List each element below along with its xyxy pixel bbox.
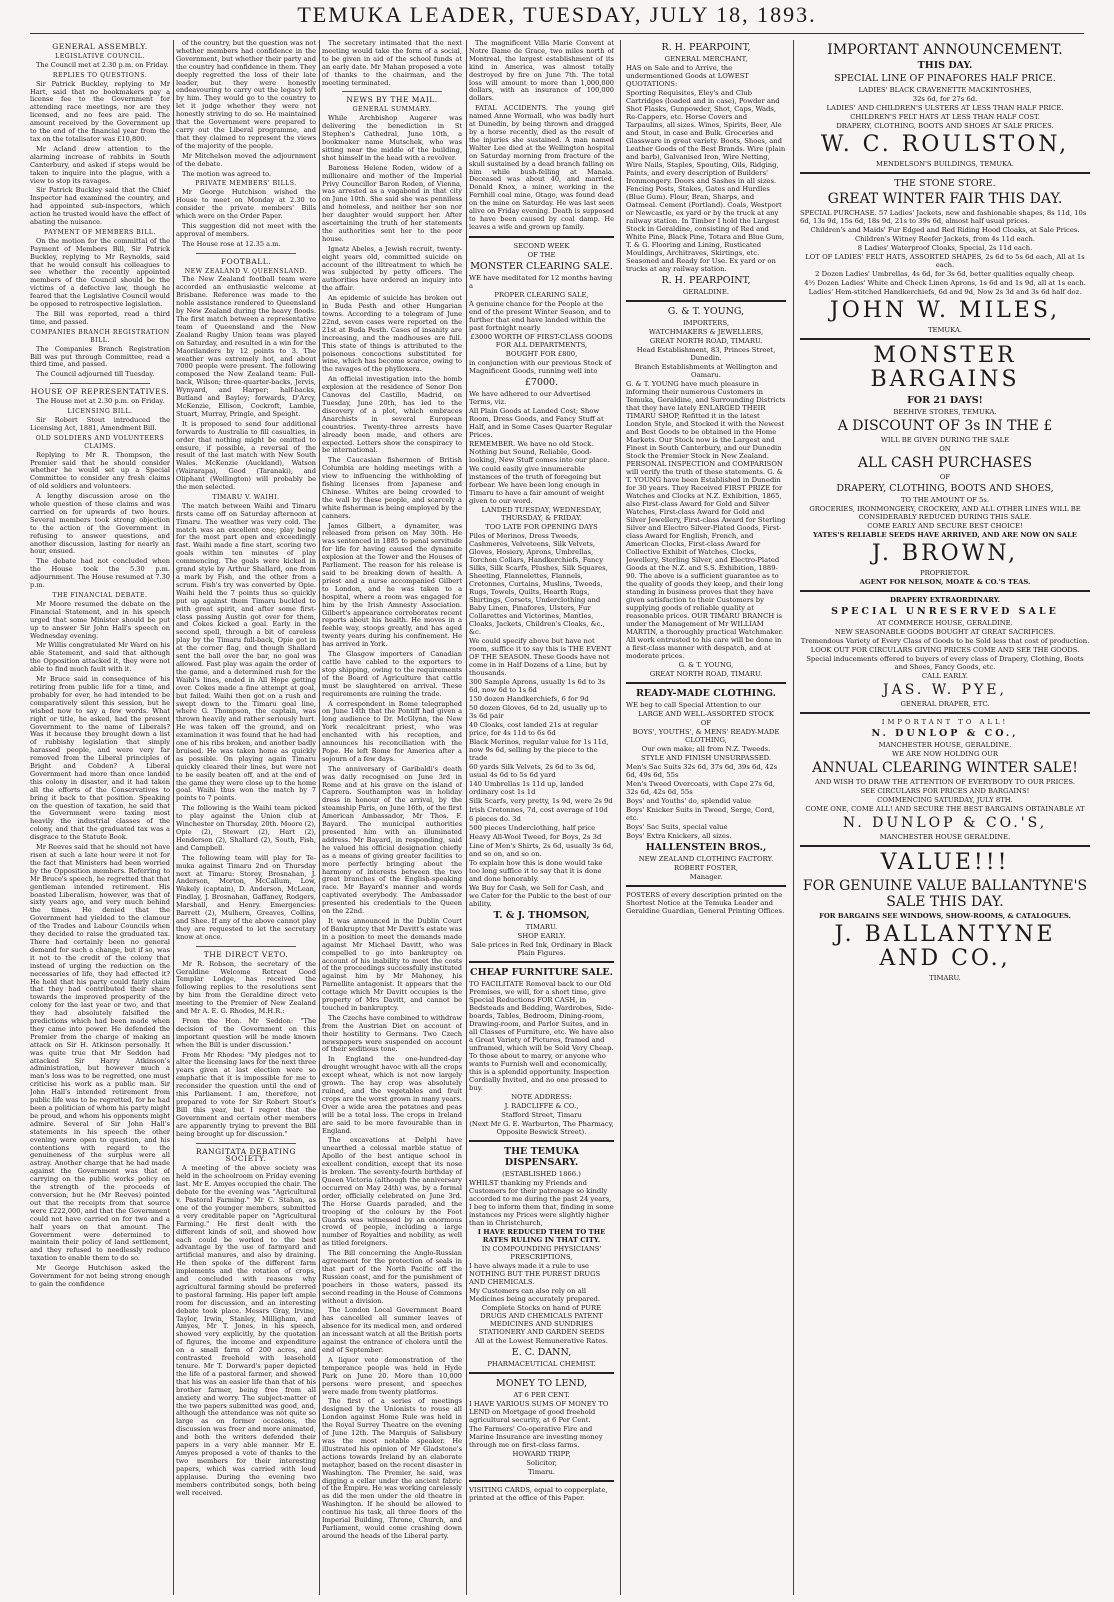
divider xyxy=(50,383,150,384)
article-paragraph: The match between Waihi and Timaru firsts came off on Saturday afternoon at Timaru. The weather was very cold. The match was an excellent one; play being for the most part open and exceedingly fast. Waihi made a fine start, scoring two goals within ten minutes of play commencing. The goals were kicked in grand style by Arthur Shallard, one from a mark by Fish, and the other from a scrum. Fish's try was converted by Opie. Waihi held the 7 points thus so quickly put up against them Timaru buckled to with great spirit, and after some first-class passing Austin got over for them, and Cokes kicked a goal. Early in the second spell, through a bit of careless play by the Timaru full-back, Opie got in at the corner flag, and though Shallard sent the ball over the bar, no goal was allowed. Fast play was again the order of the game, and a determined rush for the Waihi's lines, ended in All Hope getting over. Cokes made a fine attempt at goal, but failed. Waihi then got on a rush and swept down to the Timaru goal line, where G. Thompson, the captain, was thrown heavily and rather seriously hurt. He was taken off the ground, and on examination it was found that he had had one of his ribs broken, and another badly bruised. He was taken home as quickly as possible. On playing again Timaru quickly cleared their lines, but were not to be easily beaten off, and at the end of the game they were close up to the home goal. Waihi thus won the match by 7 points to 7 points. xyxy=(176,501,316,803)
divider xyxy=(196,946,296,947)
ad-text: STYLE AND FINISH UNSURPASSED. xyxy=(640,754,772,762)
article-paragraph: From the Hon. Mr Seddon: "The decision of the Government on this important question will be made known when the Bill is under discussion." xyxy=(176,1016,316,1049)
ad-text: I have always made it a rule to use NOTHING BUT THE PUREST DRUGS AND CHEMICALS. xyxy=(469,1261,601,1286)
ad-text: 300 Sample Aprons, usually 1s 6d to 3s 6d, now 6d to 1s 6d xyxy=(469,677,606,694)
ad-text: I HAVE VARIOUS SUMS OF MONEY TO LEND on Mortgage of good freehold agricultural security, at 6 Per Cent. xyxy=(469,1399,609,1424)
ad-signature: W. C. ROULSTON, xyxy=(820,132,1070,157)
ad-text: Irish Cretonnes, 7d, cost average of 10d xyxy=(469,805,608,814)
article-paragraph: Mr Reeves said that he should not have risen at such a late hour were it not for the fact that Ministers had been worried by the Opposition members. Referring to Mr Bruce's speech, he regretted that that gentleman intended retirement. His boasted Liberalism, however, was that of sixty years ago, and very much behind the times. He denied that the Government had yielded to the clamour of the Trades and Labour Councils when they decided to raise the graduated tax. There had certainly been no general demand for such a change, but if so, was it not to the credit of the colony that instead of urging the reduction on the necessaries of life, they had effected it? He held that his party could fairly claim that they had contributed their share towards the improved prosperity of the colony for the last year or two, and that they had absolutely falsified the predictions which had been made when they came into power. He defended the Premier from the charge of making an attack on Sir H. Atkinson personally. It was quite true that Mr Seddon had attacked Sir Harry Atkinson's administration, but however much a man's loss was to be regretted, one must criticise his work as a public man. Sir John Hall's intended retirement from public life was to be regretted, for he had been a politician of whom his party might be proud, and whom his opponents might admire. Several of Sir John Hall's statements in his speech the other evening were open to question, and his contentions with regard to the genuineness of the surplus were all astray. Another charge that he had made against the Government was that of carrying on the public works policy on the strength of the proceeds of conversion, but he (Mr Reeves) pointed out that the receipts from that source were £222,000, and that the Government could not have carried on for two and a half years on that amount. The Government were determined to maintain their policy of land settlement, and they refused to needlessly reduce taxation to enable them to do so. xyxy=(30,843,170,1263)
ad-text: in conjunction with our previous Stock of Magnificent Goods, running well into xyxy=(469,358,612,375)
ad-text: OF xyxy=(939,473,951,481)
subheading: COMPANIES BRANCH REGISTRATION BILL. xyxy=(30,328,170,344)
ad-text: Complete Stocks on hand of PURE DRUGS AND CHEMICALS PATENT MEDICINES AND SUNDRIES STATIONERY AND GARDEN SEEDS xyxy=(478,1303,605,1336)
ad-text: HAS on Sale and to Arrive, the undermentioned Goods at LOWEST QUOTATIONS: xyxy=(626,64,749,88)
ad-text: SHOP EARLY. xyxy=(517,931,566,940)
ad-text: WE have meditated for 12 months having a xyxy=(469,273,613,290)
dispensary-advert xyxy=(469,1146,614,1368)
ad-signature: E. C. DANN, xyxy=(511,1346,572,1358)
visiting-cards-advert xyxy=(469,1486,614,1502)
ad-headline: DRAPERY, CLOTHING, BOOTS AND SHOES, xyxy=(836,483,1054,494)
ad-text: Black Merinos, regular value for 1s 11d, now 9s 6d, selling by the piece to the trade xyxy=(469,737,609,762)
ad-headline: SPECIAL UNRESERVED SALE xyxy=(831,606,1059,617)
ad-text: 60 yards Silk Velvets, 2s 6d to 3s 6d, usual 4s 6d to 5s 6d yard xyxy=(469,762,596,779)
ad-headline: THE STONE STORE. xyxy=(894,178,996,189)
divider xyxy=(196,253,296,254)
ad-text: 150 dozen Handkerchiefs, 6 for 9d xyxy=(469,694,589,703)
article-paragraph: In England the one-hundred-day drought wrought havoc with all the crops except wheat, which is not now largely grown. The hay crop was absolutely ruined, and the vegetables and fruit crops are the worst grown in many years. Over a wide area the potatoes and peas will be a total loss. The crops in Ireland are said to be more favourable than in England. xyxy=(322,1055,462,1135)
ad-text: CHILDREN'S FELT HATS AT LESS THAN HALF COST. xyxy=(850,113,1040,121)
ad-headline: G. & T. YOUNG, xyxy=(667,306,745,317)
newspaper-title: TEMUKA LEADER, TUESDAY, JULY 18, 1893. xyxy=(297,2,817,27)
ad-text: All Plain Goods at Landed Cost; Show Room, Dress Goods, and Fancy Stuff at Half, and in Some Cases Quarter Regular Prices. xyxy=(469,406,612,439)
ad-text: We could specify above but have not room, suffice it to say this is THE EVENT OF THE SEASON. These Goods have not come in in Half Dozens of a Line, but by thousands. xyxy=(469,636,612,677)
ad-text: COME EARLY AND SECURE BEST CHOICE! xyxy=(867,522,1023,530)
article-paragraph: The magnificent Villa Marie Convent at Notre Dame de Grace, two miles north of Montreal, the largest establishment of its kind in America, was almost totally destroyed by fire on June 7th. The total loss will amount to more than 1,000,000 dollars, with an insurance of 100,000 dollars. xyxy=(469,40,614,103)
ad-text: 8 Ladies' Waterproof Cloaks, Special, 2s 11d each. xyxy=(857,244,1033,252)
article-paragraph: Replying to Mr R. Thompson, the Premier said that he should consider whether he would set up a Special Committee to consider any fresh claims of old soldiers and volunteers. xyxy=(30,450,170,491)
ad-text: 140 Umbrellas 1s 11d up, landed ordinary cost 1s 1d xyxy=(469,779,584,796)
article-paragraph: Sir Patrick Buckley said that the Chief Inspector had examined the country, and had appointed sub-inspectors, which action he trusted would have the effect of abating the nuisance. xyxy=(30,186,170,227)
divider xyxy=(469,1140,614,1142)
article-paragraph: Mr R. Robson, the secretary of the Geraldine Welcome Retreat Good Templar Lodge, has received the following replies to the resolutions sent by him from the Geraldine direct veto meeting to the Premier of New Zealand and Mr A. E. G. Rhodes, M.H.R.: xyxy=(176,959,316,1016)
ad-headline: ALL CASH PURCHASES xyxy=(857,455,1033,471)
ad-text: TEMUKA. xyxy=(927,326,963,334)
divider xyxy=(800,845,1090,847)
ad-text: NEW ZEALAND CLOTHING FACTORY. xyxy=(638,855,774,863)
ad-text: LADIES' AND CHILDREN'S ULSTERS AT LESS THAN HALF PRICE. xyxy=(826,104,1064,112)
dunlop-advert xyxy=(800,718,1090,841)
article-paragraph: This suggestion did not meet with the approval of members. xyxy=(176,221,316,238)
ad-text: LANDED TUESDAY, WEDNESDAY, THURSDAY, & FRIDAY. xyxy=(481,505,602,522)
ad-text: TO THE AMOUNT OF 5s. xyxy=(900,496,990,504)
ad-price-line: Men's Sac Suits 32s 6d, 37s 6d, 39s 6d, 42s 6d, 49s 6d, 55s xyxy=(626,763,778,779)
article-paragraph: of the country, but the question was not whether members had confidence in the Government, but whether their party and the country had confidence in them. They deeply regretted the loss of their late leader, but they were honestly endeavouring to carry out the legacy left by him. They would go to the country to let it judge whether they were not honestly striving to do so. He maintained that the Government were prepared to carry out the Liberal programme, and that they claimed to represent the views of the majority of the people. xyxy=(176,40,316,150)
ad-text: Piles of Merinos, Dress Tweeds, Cashmeres, Velveteens, Silk Velvets, Gloves, Hosiery, Aprons, Umbrellas, Torchon Collars, Handkerchiefs, Fancy Silks, Silk Scarfs, Plushes, Silk Squares, Sheeting, Flannelettes, Flannels, Cretonnes, Curtains, Muslins, Tweeds, Rugs, Towels, Quilts, Hearth Rugs, Shirtings, Corsets, Underclothing and Baby Linen, Pinafores, Ulsters, Fur Collarettes and Victorines, Mantles, Cloaks, Jackets, Children's Cloaks, &c., &c. xyxy=(469,531,608,636)
ad-text: REMEMBER. We have no old Stock. Nothing but Sound, Reliable, Good-looking, New Stuff comes into our place. xyxy=(469,439,610,464)
ad-headline: £7000. xyxy=(524,376,559,388)
ad-text: Solicitor, xyxy=(526,1458,557,1467)
ad-signature: J. BROWN, xyxy=(871,541,1019,566)
ad-text: IMPORTERS, xyxy=(683,319,729,327)
ad-text: Sale prices in Red Ink, Ordinary in Black Plain Figures. xyxy=(470,940,613,957)
ad-text: 2 Dozen Ladies' Umbrellas, 4s 6d, for 3s 6d, better qualities equally cheap. xyxy=(815,270,1075,278)
ad-text: BOUGHT FOR £800, xyxy=(505,349,578,358)
ad-text: 50 dozen Gloves, 6d to 2d, usually up to 3s 6d pair xyxy=(469,703,607,720)
furniture-sale-advert xyxy=(469,967,614,1136)
column-1-parliament xyxy=(30,40,170,1595)
article-paragraph: James Gilbert, a dynamiter, was released from prison on May 30th. He was sentenced in 1885 to penal servitude for life for having caused the dynamite explosion at the Tower and the Houses of Parliament. The reason for his release is said to be breaking down of health. A priest and a nurse accompanied Gilbert to London, and he was taken to a hospital, where a room was engaged for him by the Irish Amnesty Association. Gilbert's appearance corroborates recent reports about his health. He moves in a feeble way, stoops greatly, and has aged twenty years during his confinement. He has arrived in York. xyxy=(322,521,462,649)
ad-text: FOR BARGAINS SEE WINDOWS, SHOW-ROOMS, & CATALOGUES. xyxy=(819,912,1071,920)
article-paragraph: The Bill concerning the Anglo-Russian agreement for the protection of seals in that part of the North Pacific off the Russian coast, and for the punishment of poachers in those waters, passed its second reading in the House of Commons without a division. xyxy=(322,1249,462,1305)
masthead-rule xyxy=(30,33,1084,34)
ad-text: (ESTABLISHED 1866.) xyxy=(502,1169,581,1178)
divider xyxy=(469,236,614,238)
divider xyxy=(800,338,1090,340)
article-paragraph: The debate had not concluded when the House took the 5.30 p.m. adjournment. The House resumed at 7.30 p.m. xyxy=(30,557,170,590)
ad-text: A genuine chance for the People at the end of the present Winter Season, and to further that end have landed within the past fortnight nearly xyxy=(469,299,611,332)
subheading: GENERAL SUMMARY. xyxy=(352,106,432,114)
ad-text: We could easily give innumerable instances of the truth of foregoing but forbear. We have been long enough in Timaru to have a fair amount of weight given to our word. xyxy=(469,464,605,505)
column-2-news xyxy=(176,40,316,1595)
article-paragraph: The Bill was reported, read a third time, and passed. xyxy=(30,310,170,326)
ad-text: GROCERIES, IRONMONGERY, CROCKERY, AND ALL OTHER LINES WILL BE CONSIDERABLY REDUCED DURING THIS SALE. xyxy=(809,505,1081,521)
article-paragraph: The following is the Waihi team picked to play against the Union club at Winchester on Thursday, 20th. Moore (2), Opie (2), Stewart (2), Hart (2), Henderson (2), Shallard (2), South, Fish, and Campbell. xyxy=(176,804,316,852)
article-paragraph: FATAL ACCIDENTS. The young girl named Anne Wormall, who was badly hurt at Dunedin, by being thrown and dragged by a horse recently, died as the result of the injuries she sustained. A man named Walter Lee died at the Wellington hospital on Saturday morning from fracture of the skull sustained by a dead branch falling on him while bush-felling at Manaia. Deceased was about 40, and married. Donald Knox, a miner, working in the Fernhill coal mine, Otago, was found dead on the mine on Saturday. He was last seen alive on Friday evening. Death is supposed to have been caused by coal damp. He leaves a wife and grown up family. xyxy=(469,104,614,231)
ad-text: AGENT FOR NELSON, MOATE & CO.'S TEAS. xyxy=(859,578,1031,586)
ad-text: My Customers can also rely on all Medicines being accurately prepared. xyxy=(469,1286,601,1303)
section-heading: RANGITATA DEBATING SOCIETY. xyxy=(195,1146,297,1164)
ad-text: IMPORTANT TO ALL! xyxy=(881,718,1009,726)
article-paragraph: The motion was agreed to. xyxy=(182,169,272,178)
young-watchmakers-advert xyxy=(626,306,786,678)
ad-text: GENERAL DRAPER, ETC. xyxy=(900,700,990,708)
article-paragraph: Baroness Helene Roden, widow of a millionaire and mother of the Imperial Privy Councillor Baron Roden, of Vienna, was arrested as a vagabond in that city on June 10th. She said she was penniless and homeless, and neither her son nor her daughter would support her. After ascertaining the truth of her statements the authorities sent her to the poor house. xyxy=(322,163,462,243)
article-paragraph: On the motion for the committal of the Payment of Members Bill, Sir Patrick Buckley, replying to Mr Reynolds, said that he would consult his colleagues to see whether the recently appointed members of the Council should be the victims of a defective law, though he feared that the Legislative Council would be opposed to retrospective legislation. xyxy=(30,236,170,309)
divider xyxy=(626,682,786,684)
article-paragraph: From Mr Rhodes: "My pledges not to alter the licensing laws for the next three years given at last election were so emphatic that it is impossible for me to reconsider the question until the end of this Parliament. I am, therefore, not prepared to vote for Sir Robert Stout's Bill this year, but I regret that the Government and certain other members are apparently trying to prevent the Bill being brought up for discussion." xyxy=(176,1050,316,1138)
ad-signature: JAS. W. PYE, xyxy=(883,682,1007,698)
ad-text: Line of Men's Shirts, 2s 6d, usually 3s 6d, and so on, and so on. xyxy=(469,841,614,858)
divider xyxy=(342,91,442,92)
ad-text: PROPER CLEARING SALE, xyxy=(494,290,589,299)
ad-line: SECOND WEEK xyxy=(513,241,570,250)
ad-price-line: Boys' Knicker Suits in Tweed, Serge, Cord, etc. xyxy=(626,806,775,822)
article-paragraph: Ignatz Abeles, a Jewish recruit, twenty-eight years old, committed suicide on account of the illtreatment to which he was subjected by petty officers. The authorities have ordered an inquiry into the affair. xyxy=(322,244,462,293)
column-divider xyxy=(173,40,174,1595)
ad-text: TO FACILITATE Removal back to our Old Premises, we will, for a short time, give Special Reductions FOR CASH, in Bedsteads and Bedding, Wardrobes, Side-boards, Tables, Bedroom, Dining-room, Drawing-room, and Parlor Suites, and in all Classes of Furniture, etc. We have also a Great Variety of Pictures, framed and unframed, which will be Sold Very Cheap. To those about to marry, or anyone who wants to Furnish well and economically, this is a splendid opportunity. Inspection Cordially Invited, and no one pressed to buy. xyxy=(469,979,614,1092)
ad-headline: DRAPERY EXTRAORDINARY. xyxy=(889,596,1001,604)
ad-signature: HALLENSTEIN BROS., xyxy=(645,842,767,853)
ad-text: 40 Cloaks, cost landed 21s at regular price, for 4s 11d to 6s 6d xyxy=(469,720,598,737)
ad-price-line: Boys' and Youths' do, splendid value xyxy=(626,797,752,805)
ad-text: 32s 6d, for 27s 6d. xyxy=(912,95,978,103)
ad-text: Ladies' Hem-stitched Handkerchiefs, 6d and 9d, Now 2s 3d and 3s 6d half doz. xyxy=(808,288,1082,296)
subheading: REPLIES TO QUESTIONS. xyxy=(52,71,148,79)
ad-text: Stafford Street, Timaru xyxy=(501,1110,582,1119)
column-divider xyxy=(319,40,320,1595)
ad-text: BOYS', YOUTHS', & MENS' READY-MADE CLOTHING, xyxy=(632,728,780,744)
article-paragraph: While Archbishop Augerer was delivering the benediction in St Stephen's Cathedral, June 10th, a bookmaker name Mutschek, who was sitting near the middle of the building, shot himself in the head with a revolver. xyxy=(322,114,462,162)
ad-headline: MONEY TO LEND, xyxy=(495,1377,588,1389)
ad-text: MANCHESTER HOUSE, GERALDINE. xyxy=(878,741,1012,749)
ad-price-line: Boys' Sac Suits, special value xyxy=(626,823,728,831)
article-paragraph: Mr Mitchelson moved the adjournment of the debate. xyxy=(176,151,316,168)
ad-text: SEE CIRCULARS FOR PRICES AND BARGAINS! xyxy=(860,787,1030,795)
article-paragraph: The Council adjourned till Tuesday. xyxy=(36,370,155,379)
ad-headline: THIS DAY. xyxy=(917,60,973,71)
section-heading: HOUSE OF REPRESENTATIVES. xyxy=(30,387,170,397)
ad-text: Children's Witney Reefer Jackets, from 4s 11d each. xyxy=(854,235,1035,243)
ad-text: ROBERT FOSTER, xyxy=(673,864,739,872)
ad-headline: GREAT WINTER FAIR THIS DAY. xyxy=(827,191,1063,207)
ad-text: Timaru. xyxy=(528,1467,555,1476)
ad-text: Head Establishment, 83, Princes Street, Dunedin. xyxy=(636,346,776,362)
money-to-lend-advert xyxy=(469,1378,614,1476)
subheading: PRIVATE MEMBERS' BILLS. xyxy=(195,180,297,188)
subheading: OLD SOLDIERS AND VOLUNTEERS CLAIMS. xyxy=(35,434,165,450)
ad-text: GERALDINE. xyxy=(682,288,730,296)
ad-text: I HAVE REDUCED THEM TO THE RATES RULING IN THAT CITY. xyxy=(477,1227,606,1244)
ad-signature: J. BALLANTYNE AND CO., xyxy=(834,922,1056,971)
ad-text: DRAPERY, CLOTHING, BOOTS AND SHOES AT SALE PRICES. xyxy=(836,122,1054,130)
ad-text: CALL EARLY. xyxy=(921,672,969,680)
article-paragraph: It is proposed to send four additional forwards to Australia to fill casualties, in order that nothing might be omitted to ensure, if possible, a reversal of the result of the last match with New South Wales. McKenzie (Auckland), Watson (Wairarapa), Good (Taranaki), and Oliphant (Wellington) will probably be the men selected. xyxy=(176,419,316,492)
ad-text: COMMENCING SATURDAY, JULY 8TH. xyxy=(877,796,1013,804)
ad-signature: HOWARD TRIPP, xyxy=(512,1449,571,1458)
ad-text: COME ONE, COME ALL! AND SECURE THE BEST BARGAINS OBTAINABLE AT xyxy=(805,805,1085,813)
ad-text: AND WISH TO DRAW THE ATTENTION OF EVERYBODY TO OUR PRICES. xyxy=(814,778,1076,786)
ad-text: The Farmers' Co-operative Fire and Marine Insurance are investing money through me on first-class farms. xyxy=(469,1424,603,1449)
ad-signature: T. & J. THOMSON, xyxy=(493,909,590,921)
column-4-mixed xyxy=(469,40,614,1595)
ad-text: VISITING CARDS, equal to copperplate, printed at the office of this Paper. xyxy=(469,1485,608,1502)
ad-text: £3000 WORTH OF FIRST-CLASS GOODS FOR ALL DEPARTMENTS, xyxy=(470,332,613,349)
ad-text: PHARMACEUTICAL CHEMIST. xyxy=(487,1359,596,1368)
article-paragraph: The House met at 2.30 p.m. on Friday. xyxy=(36,397,165,406)
masthead xyxy=(0,0,1114,38)
ad-text: Tremendous Variety of Every Class of Goods to be Sold less that cost of production. xyxy=(800,637,1090,645)
column-divider xyxy=(620,40,621,1595)
article-paragraph: Mr Acland drew attention to the alarming increase of rabbits in South Canterbury, and asked if steps would be taken to inquire into the plague, with a view to stop its ravages. xyxy=(30,144,170,185)
ad-text: NOTE ADDRESS: xyxy=(511,1092,572,1101)
column-5-adverts xyxy=(626,40,786,1595)
article-paragraph: A liquor veto demonstration of the temperance people was held in Hyde Park on June 20. More than 10,000 persons were present, and speeches were made from twenty platforms. xyxy=(322,1355,462,1396)
ad-signature: JOHN W. MILES, xyxy=(829,298,1061,323)
divider xyxy=(196,1143,296,1144)
article-paragraph: The secretary intimated that the next meeting would take the form of a social, to be given in aid of the school funds at an early date. Mr Mahan proposed a vote of thanks to the chairman, and the meeting terminated. xyxy=(322,40,462,87)
ad-headline: MONSTER CLEARING SALE. xyxy=(470,260,613,272)
ad-text: LOT OF LADIES' FELT HATS, ASSORTED SHAPES, 2s 6d to 5s 6d each, All at 1s each. xyxy=(805,253,1085,269)
article-paragraph: A lengthy discussion arose on the whole question of these claims and was carried on for upwards of two hours. Several members took strong objection to the action of the Government in refusing to answer questions, and another discussion, lasting for nearly an hour, ensued. xyxy=(30,492,170,556)
ad-headline: THE TEMUKA DISPENSARY. xyxy=(504,1145,579,1168)
divider xyxy=(469,1480,614,1482)
article-paragraph: An epidemic of suicide has broken out in Buda Pesth and other Hungarian towns. According to a telegram of June 22nd, seven cases were reported on the 21st at Buda Pesth. Cases of insanity are increasing, and the madhouses are full. This state of things is attributed to the poisonous concoctions substituted for wine, which has become scarce, owing to the ravages of the phylloxera. xyxy=(322,294,462,374)
stone-store-advert xyxy=(800,178,1090,334)
article-paragraph: The Companies Branch Registration Bill was put through Committee, read a third time, and passed. xyxy=(30,344,170,369)
ad-headline: MONSTER BARGAINS xyxy=(870,343,1020,392)
article-paragraph: A meeting of the above society was held in the schoolroom on Friday evening last. Mr E. Amyes occupied the chair. The debate for the evening was "Agricultural v. Pastoral Farming." Mr C. Stahan, as one of the younger members, submitted a very creditable paper on "Agricultural Farming." He first dealt with the different kinds of soil, and showed how each could be worked to the best advantage by the use of farmyard and artificial manures, and also by draining. He then spoke of the different farm implements and the rotation of crops, and concluded with reasons why agricultural farming should be preferred to pastoral farming. His paper left ample room for discussion, and an interesting debate took place. Messrs Gray, Irvine, Taylor, Irwin, Stanley, Milligham, and Amyes, Mr T. Jones, in his speech, showed very explicitly, by the quotation of figures, the income and expenditure on a small farm of 200 acres, and contrasted freehold with leasehold tenure. Mr T. Dorward's paper depicted the life of a pastoral farmer, and showed that his was an easier life than that of his brother farmer, being free from all anxiety and worry. The subject-matter of the two papers submitted was good, and, although the attendance was not quite so large as on former occasions, the discussion was freer and more animated, and both the writers defended their papers in a very able manner. Mr E. Amyes proposed a vote of thanks to the two members for their interesting papers, which was carried with loud applause. During the evening two members contributed songs, both being well received. xyxy=(176,1164,316,1497)
ad-text: To explain how this is done would take too long suffice it to say that it is done and done honorably. xyxy=(469,858,603,883)
column-divider xyxy=(466,40,467,1595)
beehive-stores-advert xyxy=(800,344,1090,586)
divider xyxy=(626,885,786,887)
article-paragraph: An official investigation into the bomb explosion at the residence of Senor Don Canovas del Castillo, Madrid, on Tuesday, June 20th, has led to the discovery of a plot, which embraces Anarchists in several European countries. Twenty-three arrests have already been made, and others are expected. Letters show the conspiracy to be international. xyxy=(322,375,462,455)
ad-text: All at the Lowest Remunerative Rates. xyxy=(475,1336,608,1345)
ad-headline: FOR GENUINE VALUE BALLANTYNE'S SALE THIS DAY. xyxy=(802,878,1088,910)
commerce-house-advert xyxy=(800,596,1090,708)
article-paragraph: Mr Willis congratulated Mr Ward on his able Statement, and said that although the Opposition attacked it, they were not able to find much fault with it. xyxy=(30,641,170,674)
ad-line: OF THE xyxy=(527,250,556,259)
ad-text: GENERAL MERCHANT, xyxy=(664,55,748,63)
article-paragraph: The Council met at 2.30 p.m. on Friday. xyxy=(36,60,169,69)
divider xyxy=(800,712,1090,714)
ad-signature: J. RADCLIFFE & CO., xyxy=(504,1101,579,1110)
ad-text: TIMARU. xyxy=(929,974,961,982)
ad-text: Special inducements offered to buyers of every class of Drapery, Clothing, Boots and Shoes, Fancy Goods, etc. xyxy=(806,655,1084,671)
article-paragraph: Mr Moore resumed the debate on the Financial Statement, and in his speech urged that some Minister should be put up to answer Sir John Hall's speech on Wednesday evening. xyxy=(30,599,170,640)
ad-text: YATES'S RELIABLE SEEDS HAVE ARRIVED, AND ARE NOW ON SALE xyxy=(813,531,1077,539)
ad-signature: N. DUNLOP & CO.'S, xyxy=(842,815,1048,831)
ad-text: 6 pieces do. 3d xyxy=(469,814,521,823)
divider xyxy=(469,961,614,963)
ad-text: SPECIAL LINE OF PINAFORES HALF PRICE. xyxy=(834,73,1056,84)
ad-text: AT 6 PER CENT. xyxy=(513,1390,570,1399)
article-paragraph: The Czechs have combined to withdraw from the Austrian Diet on account of their hostility to Germans. Two Czech newspapers were suspended on account of their seditious tone. xyxy=(322,1013,462,1054)
ad-text: POSTERS of every description printed on the Shortest Notice at the Temuka Leader and Geraldine Guardian, General Printing Offices. xyxy=(626,891,785,915)
ad-text: LOOK OUT FOR CIRCULARS GIVING PRICES COME AND SEE THE GOODS. xyxy=(810,646,1080,654)
ad-text: PROPRIETOR. xyxy=(920,569,970,577)
ad-text: MENDELSON'S BUILDINGS, TEMUKA. xyxy=(876,160,1014,168)
ad-text: We have adhered to our Advertised Terms, viz. xyxy=(469,389,591,406)
article-paragraph: Mr George Hutchison asked the Government for not being strong enough to gain the confidence xyxy=(30,1264,170,1288)
ad-headline: ANNUAL CLEARING WINTER SALE! xyxy=(812,760,1078,776)
divider xyxy=(800,590,1090,592)
ad-text: Children's and Maids' Fur Edged and Red Riding Hood Cloaks, at Sale Prices. xyxy=(810,226,1080,234)
ad-text: NEW SEASONABLE GOODS BOUGHT AT GREAT SACRIFICES. xyxy=(834,628,1056,636)
ad-price-line: Boys' Extra Knickers, all sizes. xyxy=(626,832,732,840)
article-paragraph: The New Zealand football team were accorded an enthusiastic welcome at Brisbane. Reference was made to the noble assistance rendered to Queensland by New Zealand during the heavy floods. The first match between a representative team of Queensland and the New Zealand Rugby Union team was played on Saturday, and resulted in a win for the Maorilanders by 12 points to 3. The weather was extremely hot, and about 7000 people were present. The following composed the New Zealand team: Full-back, Wilson; three-quarter-backs, Jervis, Wynyard, and Harper; half-backs, Butland and Bayley; forwards, D'Arcy, McKenzie, Ellison, Cockroft, Lambie, Stuart, Murray, Pringle, and Speight. xyxy=(176,275,316,418)
ad-text: Our own make; all from N.Z. Tweeds. xyxy=(641,745,771,753)
article-paragraph: The excavations at Delphi have unearthed a colossal marble statue of Apollo of the best antique school in excellent condition, except that its nose is broken. The seventy-fourth birthday of Queen Victoria (although the anniversary occurred on May 24th) was, by a formal order, officially celebrated on June 3rd. The Horse Guards paraded, and the trooping of the colours by the Foot Guards was witnessed by an enormous crowd of people, including a large number of Royalties and nobility, as well as titled foreigners. xyxy=(322,1136,462,1248)
subheading: TIMARU V. WAIHI. xyxy=(212,493,280,501)
roulston-advert xyxy=(800,42,1090,168)
article-paragraph: It was announced in the Dublin Court of Bankruptcy that Mr Davitt's estate was in a position to meet the demands made against Mr Michael Davitt, who was compelled to go into bankruptcy on account of his inability to meet the costs of the proceedings successfully instituted against him by Mr Mahoney, his Parnellite antagonist. It appears that the cottage which Mr Davitt occupies is the property of Mrs Davitt, and cannot be touched in bankruptcy. xyxy=(322,916,462,1012)
ad-headline: VALUE!!! xyxy=(880,850,1010,875)
ad-text: AT COMMERCE HOUSE, GERALDINE. xyxy=(877,619,1013,627)
ad-text: WE beg to call Special Attention to our xyxy=(626,701,761,709)
section-heading: FOOTBALL. xyxy=(220,256,272,266)
ad-text: Sporting Requisites, Eley's and Club Cartridges (loaded and in case), Powder and Shot Flasks, Gunpowder, Shot, Caps, Wads, Re-Cappers, etc. Horse Covers and Tarpaulins, all sizes. Wines, Spirits, Beer, Ale and Stout, in case and Bulk. Groceries and Glassware in great variety. Boots, Shoes, and Leather Goods of the Best Brands. Wire (plain and barb), Galvanised Iron, Wire Netting, Wire Nails, Staples, Spouting, Oils, Ridging, Paints, and every description of Builders' Ironmongery. Doors and Sashes in all sizes. Fencing Posts, Stakes, Gates and Hurdles (Blue Gum). Flour, Bran, Sharps, and Oatmeal. Cement (Portland). Coals, Westport or Newcastle, ex yard or by the truck at any railway station. In Timber I hold the Largest Stock in Geraldine, consisting of Red and White Pine, Black Pine, Totara and Blue Gum, T. & G. Flooring and Lining, Rusticated Mouldings, Architraves, Skirtings, etc. Seasoned and Ready for Use. Ex yard or on trucks at any railway station. xyxy=(626,89,786,273)
ad-text: Silk Scarfs, very pretty, 1s 9d, were 2s 9d xyxy=(469,796,613,805)
ad-text: Branch Establishments at Wellington and Oamaru. xyxy=(634,363,778,379)
section-heading: NEWS BY THE MAIL. xyxy=(346,95,438,105)
ad-text: G. & T. YOUNG have much pleasure in informing their numerous Customers in Temuka, Geraldine, and Surrounding Districts that they have lately ENLARGED THEIR TIMARU SHOP, Refitted it in the latest London Style, and Stocked it with the Newest and Best Goods to be obtained in the Home Markets. Our Stock now is the Largest and Finest in South Canterbury, and our Dunedin Stock the Premier Stock in New Zealand. PERSONAL INSPECTION and COMPARISON will verify the truth of these statements. G. & T. YOUNG have been Established in Dunedin for 30 years. They Received FIRST PRIZE for Watches and Clocks at N.Z. Exhibition, 1865, also First-class Award for Gold and Silver Watches, First-class Award for Gold and Silver Jewellery, First-class Award for Sterling Silver and Electro Silver-Plated Goods, First-class Award for English, French, and American Clocks, First-class Award for Collective Exhibit of Watches, Clocks, Jewellery, Sterling Silver, and Electro-Plated Goods at the N.Z. and S.S. Exhibition, 1889-90. The above is a sufficient guarantee as to the quality of goods they keep, and their long standing in business proves that they have given satisfaction to their Customers by supplying goods of reliable quality at reasonable prices. OUR TIMARU BRANCH is under the Management of Mr WILLIAM MARTIN, a thoroughly practical Watchmaker. All work entrusted to his care will be done in a first-class manner with despatch, and at moderate prices. xyxy=(626,380,786,660)
column-3-mail xyxy=(322,40,462,1595)
subheading: LICENSING BILL. xyxy=(67,408,133,416)
ad-text: IN COMPOUNDING PHYSICIANS' PRESCRIPTIONS, xyxy=(481,1244,602,1261)
ad-text: 4½ Dozen Ladies' White and Check Linen Aprons, 1s 6d and 1s 9d, all at 1s each. xyxy=(804,279,1086,287)
article-paragraph: The first of a series of meetings designed by the Unionists to rouse all London against Home Rule was held in the Royal Surrey Theatre on the evening of June 12th. The Marquis of Salisbury was the most notable speaker. He illustrated his opinion of Mr Gladstone's actions towards Ireland by an elaborate metaphor, based on the recent disaster in Washington. The Premier, he said, was digging a cellar under the ancient fabric of the Empire. He was working carelessly as did the men under the old theatre in Washington. If he should be allowed to continue his task, all three floors of the Imperial Building, Throne, Church, and Parliament, would come crashing down around the heads of the Liberal party. xyxy=(322,1397,462,1540)
ad-text: TOO LATE FOR OPENING DAYS xyxy=(485,522,598,531)
ad-text: ON xyxy=(939,445,951,453)
article-paragraph: The House rose at 12.35 a.m. xyxy=(182,239,281,248)
ad-headline: READY-MADE CLOTHING. xyxy=(636,688,776,699)
column-6-adverts xyxy=(800,40,1090,1595)
ad-text: WATCHMAKERS & JEWELLERS, xyxy=(648,328,764,336)
ad-text: WE ARE NOW HOLDING OUR xyxy=(891,750,999,758)
subheading: PAYMENT OF MEMBERS BILL. xyxy=(44,228,156,236)
section-heading: GENERAL ASSEMBLY. xyxy=(52,42,148,51)
ad-headline: A DISCOUNT OF 3s IN THE £ xyxy=(837,418,1053,434)
ad-signature: R. H. PEARPOINT, xyxy=(661,275,751,286)
article-paragraph: The Glasgow importers of Canadian cattle have cabled to the exporters to stop shipping, owing to the requirements of the Board of Agriculture that cattle must be slaughtered on arrival. These requirements are ruining the trade. xyxy=(322,650,462,698)
article-paragraph: A correspondent in Rome telegraphed on June 14th that the Pontiff had given a long audience to Dr. McGlynn, the New York recalcitrant priest, who was enchanted with his reception, and announces his reconciliation with the Pope. He left Rome for America after a sojourn of a few days. xyxy=(322,699,462,763)
ad-text: OF xyxy=(700,719,712,727)
article-paragraph: Mr George Hutchison wished the House to meet on Monday at 2.30 to consider the private members' Bills which were on the Order Paper. xyxy=(176,188,316,221)
ad-text: LARGE AND WELL-ASSORTED STOCK xyxy=(638,710,774,718)
ad-text: BEEHIVE STORES, TEMUKA. xyxy=(893,408,997,416)
article-paragraph: Mr Bruce said in consequence of his retiring from public life for a time, and probably for ever, he had intended to be comparatively silent this session, but he wished now to say a few words. What right or title, he asked, had the present Government to the name of Liberals? Was it because they brought down a list of rubbishy legislation that simply harassed people, and were very far removed from the Liberal principles of Bright and Cobden? A Liberal Government had more than once landed this colony in disaster, and it had taken all the efforts of the Conservatives to bring it back to that position. Speaking on the question of taxation, he said that the Government were taxing most heavily the industrial classes of the colony, and that the graduated tax was a disgrace to the Statute Book. xyxy=(30,675,170,842)
ad-text: TIMARU. xyxy=(525,922,558,931)
divider xyxy=(469,1372,614,1374)
section-heading: THE DIRECT VETO. xyxy=(203,949,289,959)
ad-headline: FOR 21 DAYS! xyxy=(907,395,983,406)
article-paragraph: The anniversary of Garibaldi's death was daily recognised on June 3rd in Rome and at his grave on the island of Caprera. Southampton was in holiday dress in honour of the arrival, by the steamship Paris, on June 16th, of the first American Ambassador, Mr Thos. F. Bayard. The municipal authorities presented him with an illuminated address. Mr Bayard, in responding, said he valued his official designation chiefly as a means of giving greater facilities to more perfectly bringing about the harmony of interests between the two great branches of the English-speaking race. Mr Bayard's manner and words captivated everybody. The Ambassador presented his credentials to the Queen on the 22nd. xyxy=(322,764,462,916)
ad-signature: G. & T. YOUNG, xyxy=(678,661,734,669)
article-paragraph: Sir Robert Stout introduced the Licensing Act, 1881, Amendment Bill. xyxy=(30,415,170,432)
article-paragraph: The Caucasian fishermen of British Columbia are holding meetings with a view to influencing the withholding of fishing licenses from Japanese and Chinese. Whites are being crowded to the wall by these people, and scarcely a white fisherman is being employed by the canners. xyxy=(322,456,462,520)
hallenstein-clothing-advert xyxy=(626,688,786,881)
article-paragraph: Sir Patrick Buckley, replying to Mr Hart, said that no bookmakers pay a license fee to the Government for attending race meetings, nor are they licensed, and no fees are paid. The amount received by the Government up to the end of the financial year from the tax on the totalisator was £10,800. xyxy=(30,79,170,143)
column-divider xyxy=(793,40,794,1595)
subheading: NEW ZEALAND V. QUEENSLAND. xyxy=(184,267,308,275)
posters-advert xyxy=(626,891,786,915)
thomson-sale-advert xyxy=(469,242,614,957)
ad-headline: IMPORTANT ANNOUNCEMENT. xyxy=(827,42,1063,58)
ad-text: SPECIAL PURCHASE. 57 Ladies' Jackets, new and fashionable shapes, 8s 11d, 10s 6d, 13s 9d, 15s 6d, 18s 9d, 21s to 39s 6d, almost half usual prices. xyxy=(800,209,1087,225)
ad-text: Heavy All-Wool Tweed, for Boys, 2s 3d xyxy=(469,832,602,841)
article-paragraph: The following team will play for Te-muka against Timaru 2nd on Thursday next at Timaru: Storey, Brosnahan, J. Anderson, Morton, McCallum, Low, Wakely (captain), D. Anderson, McLean, Findlay, J. Brosnahan, Gaffaney, Rodgers, Marshall, and Henry. Emergencies: Barrett (2), Mulhern, Greaves, Collins, and Shee. If any of the above cannot play they are requested to let the secretary know at once. xyxy=(176,853,316,941)
article-paragraph: The London Local Government Board has cancelled all summer leaves of absence for its medical men, and ordered an incessant watch at all the British ports against the entrance of cholera until the end of September. xyxy=(322,1306,462,1354)
ad-text: Manager. xyxy=(689,873,723,881)
ad-text: 500 pieces Underclothing, half price xyxy=(469,823,596,832)
subheading: LEGISLATIVE COUNCIL. xyxy=(55,52,145,60)
ad-headline: CHEAP FURNITURE SALE. xyxy=(470,966,613,978)
ad-price-line: Men's Tweed Overcoats, with Cape 27s 6d, 32s 6d, 42s 6d, 55s xyxy=(626,780,775,796)
ad-text: (Next Mr G. E. Warburton, The Pharmacy, Opposite Beswick Street). xyxy=(469,1119,614,1136)
ad-text: LADIES' BLACK CRAVENETTE MACKINTOSHES, xyxy=(858,86,1032,94)
ad-headline: R. H. PEARPOINT, xyxy=(661,42,751,53)
pearpoint-advert xyxy=(626,42,786,296)
ad-text: MANCHESTER HOUSE GERALDINE. xyxy=(879,833,1011,841)
ad-headline: N. DUNLOP & CO., xyxy=(871,728,1019,739)
divider xyxy=(800,172,1090,174)
ad-text: GREAT NORTH ROAD, TIMARU. xyxy=(649,337,763,345)
divider xyxy=(626,300,786,302)
subheading: THE FINANCIAL DEBATE. xyxy=(52,592,148,599)
ad-text: WILL BE GIVEN DURING THE SALE xyxy=(880,436,1010,444)
ad-text: We Buy for Cash, we Sell for Cash, and we Cater for the Public to the best of our ability. xyxy=(469,883,611,908)
ad-text: GREAT NORTH ROAD, TIMARU. xyxy=(649,670,763,678)
ad-text: WHILST thanking my Friends and Customers for their patronage so kindly accorded to me during the past 24 years, I beg to inform them that, finding in some instances my Prices were slightly higher than in Christchurch, xyxy=(469,1178,614,1227)
ballantyne-advert xyxy=(800,851,1090,982)
